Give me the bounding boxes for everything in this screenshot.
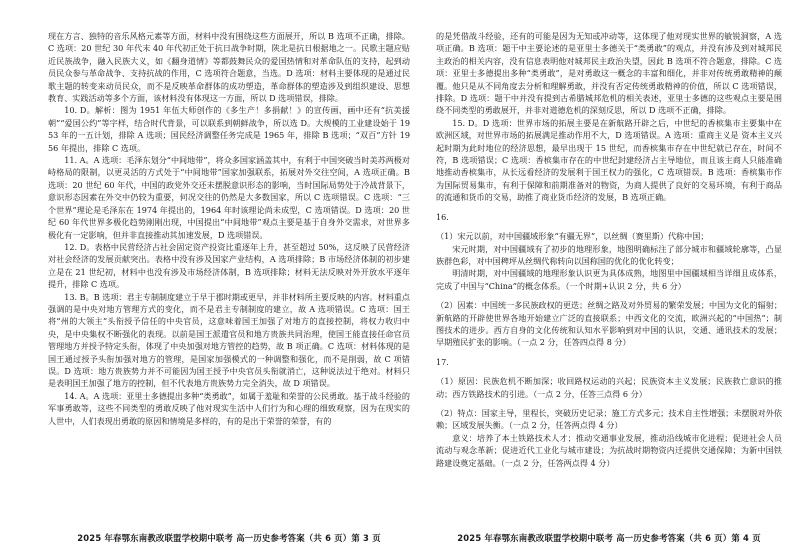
question-16-number: 16. xyxy=(436,211,449,222)
page-4-column xyxy=(436,30,782,544)
answer-16-1: （1）宋元以前，对中国疆域形象“有疆无界”，以丝绸（赛里斯）代称中国； xyxy=(436,231,709,242)
answer-16-1-song-yuan: 宋元时期，对中国疆域有了初步的地理形象，地图明确标注了部分城市和疆域轮廓等，凸显族群色彩，对中国稗坪从丝绸代称转向以国称国的优化的优化转变； xyxy=(436,243,782,266)
answer-16-1-ming-qing: 明清时期，对中国疆域的地理形象认识更为具体成熟，地图里中国疆域相当详细且成体系，完成了中国与“China”的概念体系。（一个时期+认识 2 分，共 6 分） xyxy=(436,268,782,291)
answer-11: 11. A。A 选项：毛泽东划分“中间地带”，将众多国家涵盖其中，有利于中国突破当时美苏两极对峙格局的限制，以更灵活的方式处于“中间地带”国家加强联系，拓展对外交往空间，A 选项正确。B 选项：20 世纪 60 年代，中国的政党外交还未摆脱意识形态的影响，当时国际局势处于冷战背景下，意识形态因素在外交中仍较为重要，何况交往的仍然是大多数国家，所以 C 选项错误。C 选项：“三个世界”理论是毛泽东在 1974 年提出的，1964 年时该理论尚未成型，C 选项错误。D 选项：20 世纪 60 年代世界多极化趋势刚刚出现，中国提出“中间地带”观点主要是基于自身外交需求，对世界多极化有一定影响，但并非直接推动其加速发展，D 选项错误。 xyxy=(48,155,410,240)
answer-10: 10. D。解析：图为 1951 年伍大师创作的《多生产！多捐献！》的宣传画，画中还有“抗美援朝”“爱国公约”等字样，结合时代背景，可以联系到朝鲜战争，所以选 D。大规模的工业建设始于 1953 年的一五计划，排除 A 选项；国民经济调整任务完成是 1965 年，排除 B 选项；“双百”方针 1956 年提出，排除 C 选项。 xyxy=(48,105,410,153)
answer-17-2-features: （2）特点：国家主导，里程长，突破历史记录；施工方式多元；技术自主性增强；未摆脱对外依赖；区域发展失衡。（一点 2 分，任答两点得 4 分） xyxy=(436,407,782,431)
page-3-column xyxy=(48,30,410,544)
question-17-number: 17. xyxy=(436,356,449,367)
answer-12: 12. D。表格中民营经济占社会固定资产投资比重逐年上升，甚至超过 50%，这反映了民营经济对社会经济的发展贡献突出。表格中没有涉及国家产业结构，A 选项排除；B 市场经济体制的初步建立是在 21 世纪初，材料中也没有涉及市场经济体制，B 选项排除；材料无法反映对外开放水平逐年提升，排除 C 选项。 xyxy=(48,241,410,290)
answer-14-continuation: 的是凭借战斗经验，还有的可能是因为无知或冲动等，这体现了他对现实世界的敏锐洞察，A 选项正确。B 选项：题干中主要论述的是亚里士多德关于“类勇敢”的观点，并没有涉及到对城邦民主政治的相关内容，没有信息表明他对城邦民主政治失望，因此 B 选项不符合题意，排除。C 选项：亚里士多德提出多种“类勇敢”，是对勇敢这一概念的丰富和细化，并非对传统勇敢精神的颠覆。他只是从不同角度去分析和理解勇敢，并没有否定传统勇敢精神的价值，所以 C 选项错误，排除。D 选项：题干中并没有提到古希腊城邦危机的相关表述，亚里士多德的这些观点主要是围绕不同类型的勇敢展开，并非对道德危机的深刻反思，所以 D 选项不正确，排除。 xyxy=(436,31,782,116)
page-4-footer: 2025 年春鄂东南教改联盟学校期中联考 高一历史参考答案（共 6 页）第 4 页 xyxy=(457,532,761,543)
answer-16-2: （2）因素：中国统一多民族政权的更迭；丝绸之路及对外贸易的繁荣发展；中国为文化的辐射；新航路的开辟使世界各地开始建立广泛的直接联系；中西文化的交流，欧洲兴起的“中国热”；制图技术的进步。西方自身的文化传统和认知水平影响到对中国的认识，交通、通讯技术的发展；早期殖民扩张的影响。（一点 2 分，任答四点得 8 分） xyxy=(436,300,782,348)
answer-14: 14. A。A 选项：亚里士多德提出多种“类勇敢”，如属于羞耻和荣誉的公民勇敢。基于战斗经验的军事勇敢等，这些不同类型的勇敢反映了他对现实生活中人们行为和心理的细致观察，因为在现实的人世中，人们表现出勇敢的原因和情境是多样的，有的是出于荣誉的荣誉，有的 xyxy=(48,390,410,426)
answer-15: 15. D。D 选项：世界市场的拓展主要是在新航路开辟之后，中世纪的香槟集市主要集中在欧洲区域，对世界市场的拓展满足推动作用不大，D 选项错误。A 选项：重商主义是 资本主义兴起时期为此时地位的经济思想，最早出现于 15 世纪，而香槟集市存在中世纪就已存在，时间不符，B 选项错误；C 选项：香槟集市存在的中世纪封建经济占主导地位，而且该主商人只能准确地推动香槟集市，从长远看经济的发展利于国王权力的强化，C 选项错误。B 选项：香槟集市作为国际贸易集市，有利于保障和前期准备对的物资，为商人提供了良好的交易环境，有利于商品的流通和货币的交易，助推了商业货币经济的发展，B 选项正确。 xyxy=(436,117,782,203)
answer-9-continuation: 现在方言、独特的音乐风格元素等方面，材料中没有围绕这些方面展开，所以 B 选项不正确，排除。C 选项：20 世纪 30 年代末 40 年代初正处于抗日战争时期，陕北是抗日根据地之一。民歌主题应贴近民族战争，融入民族大义，如《翻身道情》等都鼓舞民众的爱国热情和对革命队伍的支持，起到动员民众参与革命战争、支持抗战的作用，C 选项符合题意，当选。D 选项：材料主要体现的是通过民歌主题的转变来动员民众，而不是反映革命群体的成功塑造，革命群体的塑造涉及到组织建设、思想教育、实践活动等多个方面，该材料没有体现这一方面，所以 D 选项错误，排除。 xyxy=(48,31,410,104)
answer-17-2-significance: 意义：培养了本土铁路技术人才；推动交通事业发展，推动沿线城市化进程；促进社会人员流动与观念革新；促进近代工业化与城市建设；为抗战时期物资内迁提供交通保障；为新中国铁路建设奠定基础。（一点 2 分，任答两点得 4 分） xyxy=(436,432,782,468)
page-3-footer: 2025 年春鄂东南教改联盟学校期中联考 高一历史参考答案（共 6 页）第 3 页 xyxy=(77,532,381,543)
answer-13: 13. B。B 选项：君主专制制度建立于早于郡时期或更早，并非材料所主要反映的内容。材料重点强调的是中央对地方管理方式的变化，而不是君主专制制度的建立，故 A 选项错误。C 选项：国王将“州的大领主”头衔授予信任的中央官员，这意味着国王加强了对地方的直接控制，将权力收归中央，是中央集权不断强化的表现。以前是国王派遣官员和地方贵族共同治理，使国王能直接任命官员管理地方并授予特定头衔，体现了中央加强对地方管控的趋势，故 B 项正确。C 选项：材料体现的是国王通过授予头衔加强对地方的管理，是国家加强模式的一种调整和强化，而不是削弱，故 C 项错误。D 选项：地方贵族势力并不可能因为国王授予中央官员头衔就消亡，这种说法过于绝对。材料只是表明国王加强了地方的控制，但不代表地方贵族势力完全消失，故 D 项错误。 xyxy=(48,291,410,389)
answer-17-1: （1）原因：民族危机不断加深；收回路权运动的兴起；民族资本主义发展；民族救亡意识的推动；西方铁路技术的引进。（一点 2 分，任答三点得 6 分） xyxy=(436,376,782,399)
